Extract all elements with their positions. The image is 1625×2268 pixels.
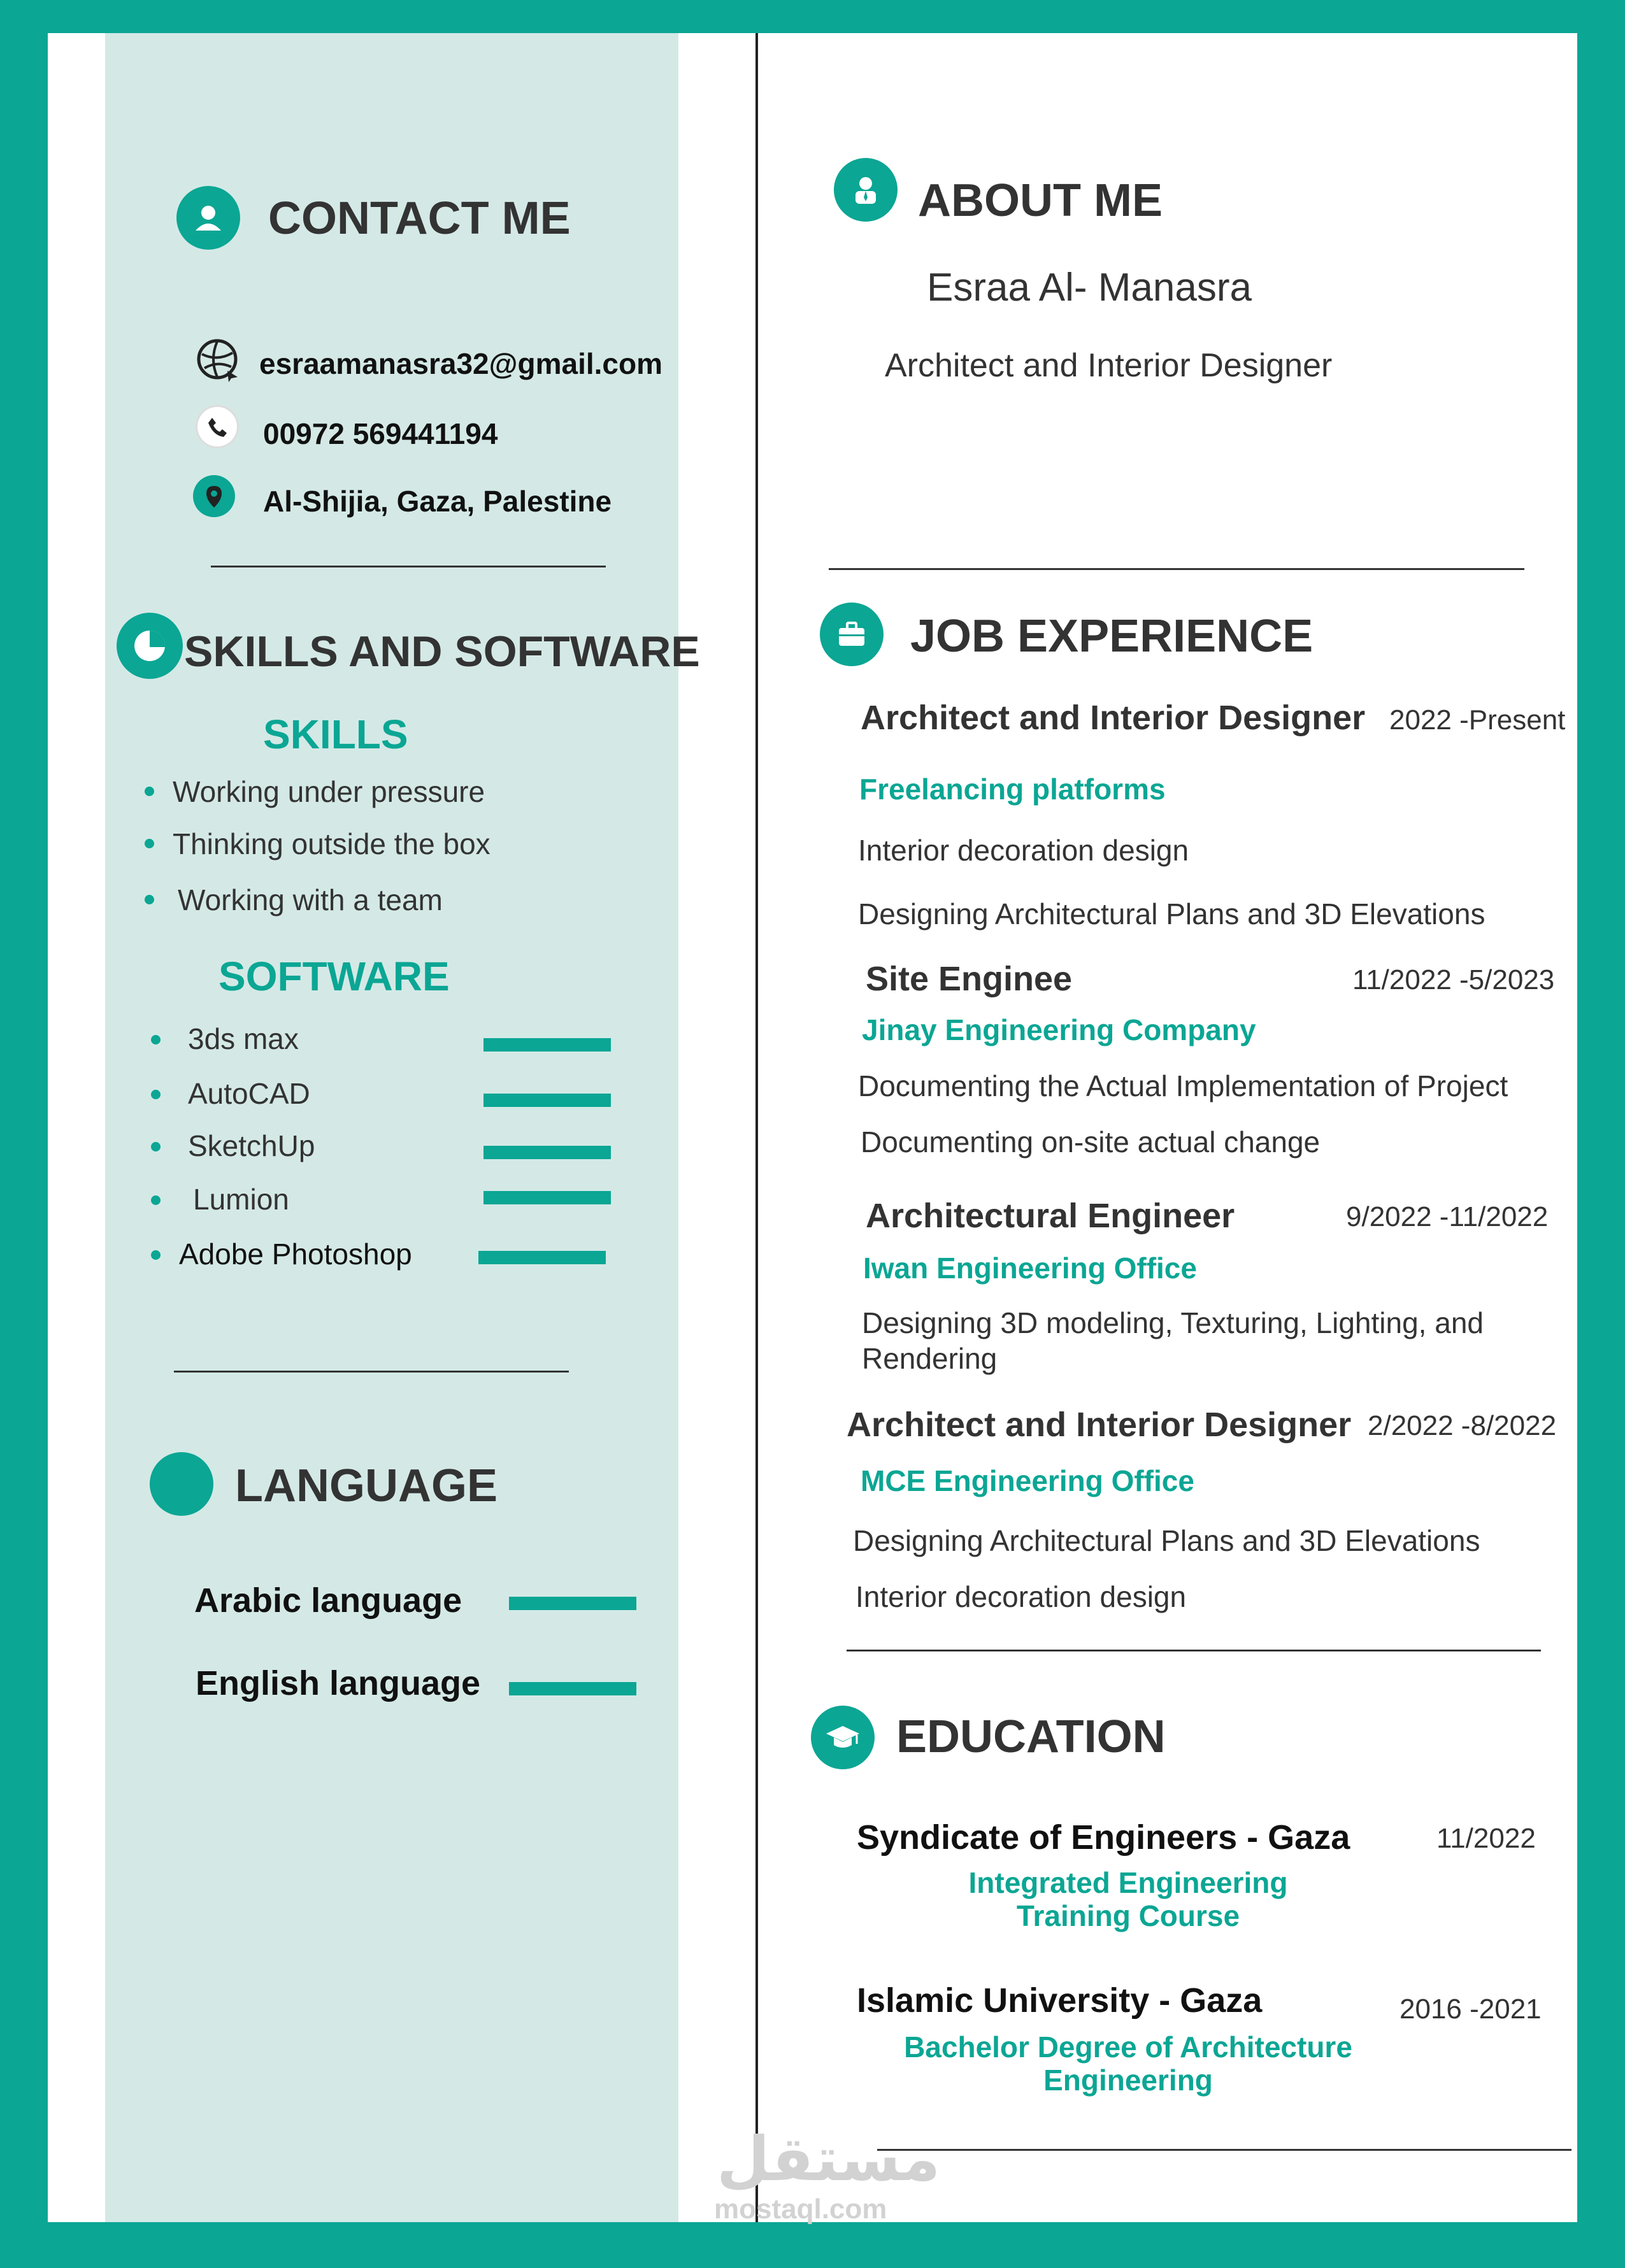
job-duty: Interior decoration design (858, 834, 1189, 867)
job-date: 11/2022 -5/2023 (1352, 964, 1555, 995)
software-item: Lumion (193, 1183, 289, 1216)
job-date: 2/2022 -8/2022 (1368, 1410, 1557, 1441)
software-level-bar (483, 1038, 611, 1052)
job-duty: Interior decoration design (855, 1580, 1187, 1613)
software-item: SketchUp (188, 1129, 315, 1162)
language-item: Arabic language (194, 1581, 462, 1620)
graduation-cap-icon (811, 1706, 875, 1769)
software-item: 3ds max (188, 1022, 299, 1055)
job-duty: Designing Architectural Plans and 3D Elevations (853, 1524, 1480, 1557)
pie-chart-icon (117, 613, 183, 679)
education-date: 11/2022 (1436, 1823, 1536, 1854)
bullet (145, 787, 154, 796)
education-course-line2: Engineering (1043, 2064, 1213, 2097)
skills-heading: SKILLS (263, 711, 408, 757)
divider (847, 1650, 1541, 1651)
watermark-latin: mostaql.com (714, 2193, 887, 2225)
email-text[interactable]: esraamanasra32@gmail.com (259, 347, 662, 380)
language-level-bar (509, 1682, 636, 1695)
language-item: English language (196, 1664, 481, 1702)
skills-software-heading: SKILLS AND SOFTWARE (184, 627, 700, 676)
software-level-bar (483, 1094, 611, 1107)
user-icon (834, 158, 898, 222)
job-duty: Rendering (862, 1342, 998, 1375)
contact-heading: CONTACT ME (268, 193, 571, 244)
divider (211, 566, 606, 567)
education-institution: Syndicate of Engineers - Gaza (857, 1818, 1350, 1857)
location-icon (193, 475, 235, 517)
bullet (151, 1250, 161, 1260)
job-title: Architectural Engineer (866, 1197, 1235, 1235)
skill-item: Working with a team (178, 883, 443, 916)
address-text: Al-Shijia, Gaza, Palestine (263, 485, 612, 518)
divider (877, 2149, 1571, 2151)
job-date: 9/2022 -11/2022 (1346, 1201, 1549, 1232)
person-name: Esraa Al- Manasra (927, 266, 1252, 310)
bullet (151, 1195, 161, 1205)
job-company: Jinay Engineering Company (862, 1013, 1256, 1046)
job-title: Architect and Interior Designer (847, 1406, 1352, 1444)
software-level-bar (483, 1146, 611, 1159)
resume-page (48, 33, 1577, 2225)
divider (829, 568, 1524, 570)
education-course-line1: Bachelor Degree of Architecture (904, 2030, 1352, 2064)
language-level-bar (509, 1597, 636, 1610)
globe-icon (196, 338, 241, 387)
job-company: MCE Engineering Office (861, 1464, 1194, 1497)
education-date: 2016 -2021 (1400, 1993, 1542, 2025)
job-company: Freelancing platforms (859, 773, 1166, 806)
bullet (145, 839, 154, 848)
briefcase-icon (820, 603, 884, 666)
software-item: AutoCAD (188, 1077, 310, 1110)
vertical-divider (755, 33, 758, 2222)
job-title: Site Enginee (866, 960, 1073, 998)
education-institution: Islamic University - Gaza (857, 1981, 1263, 2020)
software-item: Adobe Photoshop (179, 1237, 412, 1271)
job-title: Architect and Interior Designer (861, 699, 1366, 737)
language-icon (150, 1452, 213, 1516)
phone-text[interactable]: 00972 569441194 (263, 417, 498, 450)
software-heading: SOFTWARE (218, 953, 450, 999)
education-heading: EDUCATION (896, 1711, 1166, 1762)
job-duty: Designing Architectural Plans and 3D Elevations (858, 897, 1485, 931)
skill-item: Thinking outside the box (173, 827, 490, 860)
experience-heading: JOB EXPERIENCE (910, 611, 1314, 662)
software-level-bar (483, 1191, 611, 1204)
watermark-arabic: مستقل (717, 2125, 941, 2193)
skill-item: Working under pressure (173, 775, 485, 808)
job-company: Iwan Engineering Office (863, 1252, 1197, 1285)
job-duty: Designing 3D modeling, Texturing, Lighting, and (862, 1306, 1484, 1339)
phone-icon (196, 405, 239, 448)
bullet (145, 895, 154, 904)
bullet (151, 1035, 161, 1045)
job-duty: Documenting the Actual Implementation of Project (858, 1069, 1508, 1102)
person-role: Architect and Interior Designer (885, 347, 1333, 384)
bullet (151, 1090, 161, 1099)
bullet (151, 1142, 161, 1152)
education-course-line1: Integrated Engineering (968, 1866, 1288, 1899)
person-icon (176, 186, 240, 250)
software-level-bar (478, 1251, 606, 1264)
job-date: 2022 -Present (1389, 704, 1566, 736)
about-heading: ABOUT ME (918, 175, 1163, 226)
job-duty: Documenting on-site actual change (861, 1125, 1321, 1159)
language-heading: LANGUAGE (235, 1460, 498, 1511)
divider (174, 1371, 569, 1373)
education-course-line2: Training Course (1016, 1899, 1240, 1932)
